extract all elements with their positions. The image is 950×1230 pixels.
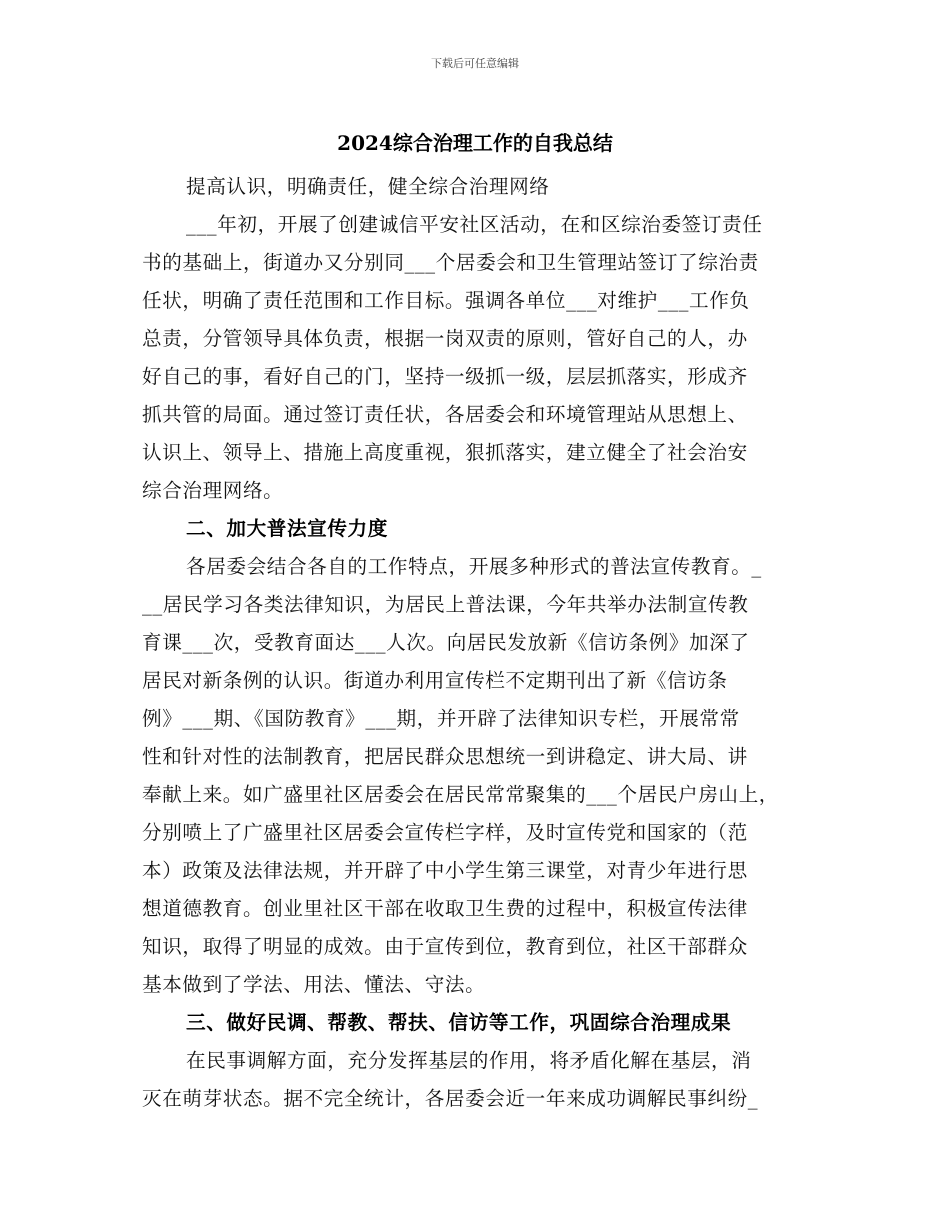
text-line: 任状，明确了责任范围和工作目标。强调各单位___对维护___工作负 xyxy=(142,289,750,312)
text-line: 提高认识，明确责任，健全综合治理网络 xyxy=(186,175,550,198)
text-line: 育课___次，受教育面达___人次。向居民发放新《信访条例》加深了 xyxy=(142,631,750,654)
header-note: 下载后可任意编辑 xyxy=(431,57,519,70)
text-line: 总责，分管领导具体负责，根据一岗双责的原则，管好自己的人，办 xyxy=(142,327,748,350)
text-line: 知识，取得了明显的成效。由于宣传到位，教育到位，社区干部群众 xyxy=(142,935,748,958)
text-line: 例》___期、《国防教育》___期，并开辟了法律知识专栏，开展常常 xyxy=(142,707,740,730)
text-line: __居民学习各类法律知识，为居民上普法课，今年共举办法制宣传教 xyxy=(142,593,749,616)
text-line: 奉献上来。如广盛里社区居委会在居民常常聚集的___个居民户房山上， xyxy=(142,783,780,806)
document-body xyxy=(142,168,814,1118)
section-heading: 二、加大普法宣传力度 xyxy=(186,517,388,540)
text-line: ___年初，开展了创建诚信平安社区活动，在和区综治委签订责任 xyxy=(186,213,763,236)
text-line: 分别喷上了广盛里社区居委会宣传栏字样，及时宣传党和国家的（范 xyxy=(142,821,748,844)
text-line: 抓共管的局面。通过签订责任状，各居委会和环境管理站从思想上、 xyxy=(142,403,748,426)
text-line: 本）政策及法律法规，并开辟了中小学生第三课堂，对青少年进行思 xyxy=(142,859,748,882)
text-line: 好自己的事，看好自己的门，坚持一级抓一级，层层抓落实，形成齐 xyxy=(142,365,748,388)
document-title: 2024综合治理工作的自我总结 xyxy=(337,131,613,155)
text-line: 想道德教育。创业里社区干部在收取卫生费的过程中，积极宣传法律 xyxy=(142,897,748,920)
text-line: 基本做到了学法、用法、懂法、守法。 xyxy=(142,973,486,996)
text-line: 灭在萌芽状态。据不完全统计，各居委会近一年来成功调解民事纠纷_ xyxy=(142,1087,759,1110)
section-heading: 三、做好民调、帮教、帮扶、信访等工作，巩固综合治理成果 xyxy=(186,1011,732,1034)
text-line: 书的基础上，街道办又分别同___个居委会和卫生管理站签订了综治责 xyxy=(142,251,759,274)
text-line: 居民对新条例的认识。街道办利用宣传栏不定期刊出了新《信访条 xyxy=(142,669,728,692)
text-line: 各居委会结合各自的工作特点，开展多种形式的普法宣传教育。_ xyxy=(186,555,762,578)
text-line: 认识上、领导上、措施上高度重视，狠抓落实，建立健全了社会治安 xyxy=(142,441,748,464)
text-line: 在民事调解方面，充分发挥基层的作用，将矛盾化解在基层，消 xyxy=(186,1049,752,1072)
text-line: 性和针对性的法制教育，把居民群众思想统一到讲稳定、讲大局、讲 xyxy=(142,745,748,768)
text-line: 综合治理网络。 xyxy=(142,479,284,502)
